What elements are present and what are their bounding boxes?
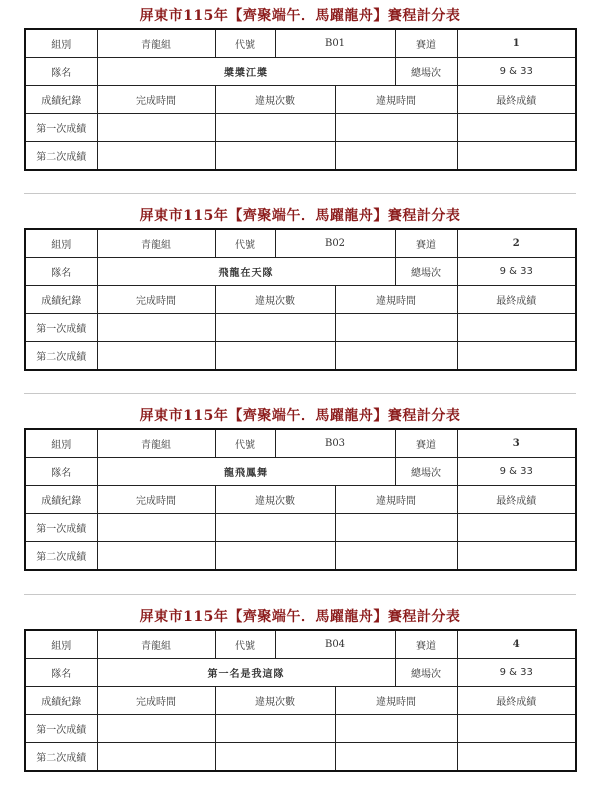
lane-value: 3 (457, 429, 576, 458)
first-score-label: 第一次成績 (25, 114, 97, 142)
second-score-violations-cell[interactable] (215, 142, 335, 171)
first-score-finish-time-cell[interactable] (97, 514, 215, 542)
code-label: 代號 (215, 229, 275, 258)
code-value: B02 (275, 229, 395, 258)
team-label: 隊名 (25, 258, 97, 286)
group-label: 組別 (25, 29, 97, 58)
violation-time-header: 違規時間 (335, 687, 457, 715)
sheet-title: 屏東市115年【齊聚端午．馬躍龍舟】賽程計分表 (139, 408, 461, 424)
first-score-label: 第一次成績 (25, 715, 97, 743)
lane-value: 4 (457, 630, 576, 659)
sheet-separator (24, 594, 576, 595)
total-rounds-value: 9 & 33 (457, 258, 576, 286)
sheet-title: 屏東市115年【齊聚端午．馬躍龍舟】賽程計分表 (139, 609, 461, 625)
team-name: 龍飛鳳舞 (97, 458, 395, 486)
second-score-violation-time-cell[interactable] (335, 542, 457, 571)
group-label: 組別 (25, 429, 97, 458)
violation-time-header: 違規時間 (335, 86, 457, 114)
code-label: 代號 (215, 29, 275, 58)
second-score-final-score-cell[interactable] (457, 542, 576, 571)
sheet-separator (24, 393, 576, 394)
final-score-header: 最終成績 (457, 286, 576, 314)
code-label: 代號 (215, 429, 275, 458)
score-table (24, 428, 577, 571)
finish-time-header: 完成時間 (97, 687, 215, 715)
group-label: 組別 (25, 630, 97, 659)
total-rounds-label: 總場次 (395, 58, 457, 86)
record-label: 成績紀錄 (25, 687, 97, 715)
group-value: 青龍組 (97, 429, 215, 458)
second-score-label: 第二次成績 (25, 342, 97, 371)
score-table (24, 228, 577, 371)
total-rounds-label: 總場次 (395, 258, 457, 286)
second-score-finish-time-cell[interactable] (97, 342, 215, 371)
first-score-label: 第一次成績 (25, 314, 97, 342)
first-score-finish-time-cell[interactable] (97, 114, 215, 142)
second-score-violations-cell[interactable] (215, 342, 335, 371)
violations-header: 違規次數 (215, 486, 335, 514)
team-name: 飛龍在天隊 (97, 258, 395, 286)
team-label: 隊名 (25, 659, 97, 687)
first-score-final-score-cell[interactable] (457, 514, 576, 542)
first-score-violation-time-cell[interactable] (335, 514, 457, 542)
lane-label: 賽道 (395, 429, 457, 458)
violation-time-header: 違規時間 (335, 286, 457, 314)
sheet-title: 屏東市115年【齊聚端午．馬躍龍舟】賽程計分表 (139, 208, 461, 224)
second-score-violation-time-cell[interactable] (335, 743, 457, 772)
first-score-violations-cell[interactable] (215, 715, 335, 743)
first-score-violation-time-cell[interactable] (335, 314, 457, 342)
finish-time-header: 完成時間 (97, 286, 215, 314)
total-rounds-label: 總場次 (395, 659, 457, 687)
team-label: 隊名 (25, 458, 97, 486)
lane-label: 賽道 (395, 229, 457, 258)
final-score-header: 最終成績 (457, 86, 576, 114)
group-value: 青龍組 (97, 630, 215, 659)
second-score-finish-time-cell[interactable] (97, 743, 215, 772)
lane-value: 1 (457, 29, 576, 58)
violation-time-header: 違規時間 (335, 486, 457, 514)
total-rounds-value: 9 & 33 (457, 58, 576, 86)
first-score-finish-time-cell[interactable] (97, 715, 215, 743)
second-score-finish-time-cell[interactable] (97, 142, 215, 171)
first-score-violations-cell[interactable] (215, 114, 335, 142)
total-rounds-value: 9 & 33 (457, 458, 576, 486)
second-score-label: 第二次成績 (25, 542, 97, 571)
first-score-violation-time-cell[interactable] (335, 114, 457, 142)
total-rounds-value: 9 & 33 (457, 659, 576, 687)
first-score-violations-cell[interactable] (215, 314, 335, 342)
lane-value: 2 (457, 229, 576, 258)
final-score-header: 最終成績 (457, 687, 576, 715)
first-score-finish-time-cell[interactable] (97, 314, 215, 342)
code-value: B04 (275, 630, 395, 659)
second-score-label: 第二次成績 (25, 743, 97, 772)
violations-header: 違規次數 (215, 286, 335, 314)
violations-header: 違規次數 (215, 687, 335, 715)
violations-header: 違規次數 (215, 86, 335, 114)
final-score-header: 最終成績 (457, 486, 576, 514)
group-value: 青龍組 (97, 229, 215, 258)
record-label: 成績紀錄 (25, 86, 97, 114)
record-label: 成績紀錄 (25, 486, 97, 514)
second-score-violations-cell[interactable] (215, 542, 335, 571)
first-score-violations-cell[interactable] (215, 514, 335, 542)
first-score-final-score-cell[interactable] (457, 314, 576, 342)
group-value: 青龍組 (97, 29, 215, 58)
score-table (24, 629, 577, 772)
finish-time-header: 完成時間 (97, 486, 215, 514)
code-label: 代號 (215, 630, 275, 659)
second-score-finish-time-cell[interactable] (97, 542, 215, 571)
team-name: 槳槳江槳 (97, 58, 395, 86)
record-label: 成績紀錄 (25, 286, 97, 314)
second-score-violation-time-cell[interactable] (335, 142, 457, 171)
team-label: 隊名 (25, 58, 97, 86)
group-label: 組別 (25, 229, 97, 258)
team-name: 第一名是我這隊 (97, 659, 395, 687)
first-score-violation-time-cell[interactable] (335, 715, 457, 743)
code-value: B01 (275, 29, 395, 58)
second-score-final-score-cell[interactable] (457, 743, 576, 772)
total-rounds-label: 總場次 (395, 458, 457, 486)
lane-label: 賽道 (395, 630, 457, 659)
sheet-title: 屏東市115年【齊聚端午．馬躍龍舟】賽程計分表 (139, 8, 461, 24)
lane-label: 賽道 (395, 29, 457, 58)
second-score-label: 第二次成績 (25, 142, 97, 171)
second-score-violation-time-cell[interactable] (335, 342, 457, 371)
second-score-final-score-cell[interactable] (457, 342, 576, 371)
finish-time-header: 完成時間 (97, 86, 215, 114)
first-score-final-score-cell[interactable] (457, 114, 576, 142)
first-score-final-score-cell[interactable] (457, 715, 576, 743)
second-score-violations-cell[interactable] (215, 743, 335, 772)
first-score-label: 第一次成績 (25, 514, 97, 542)
score-table (24, 28, 577, 171)
code-value: B03 (275, 429, 395, 458)
second-score-final-score-cell[interactable] (457, 142, 576, 171)
sheet-separator (24, 193, 576, 194)
